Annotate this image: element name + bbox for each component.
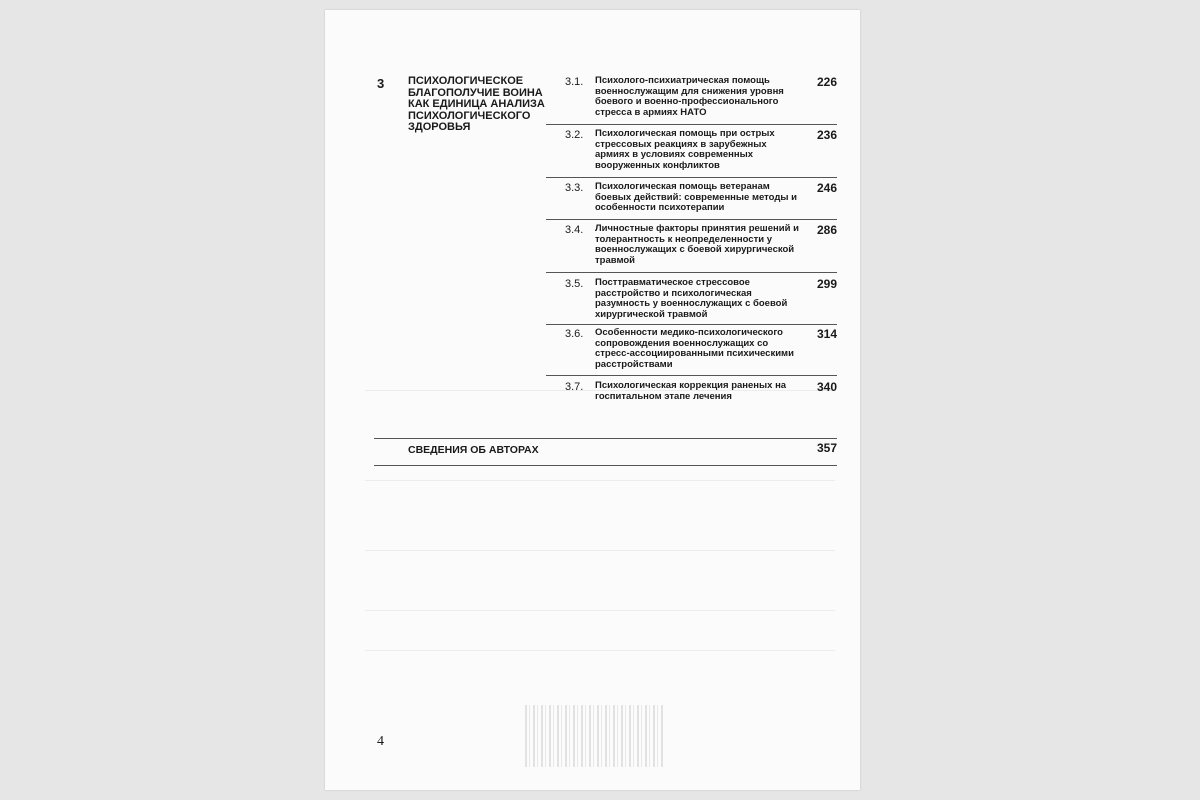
page-number: 4 (377, 734, 384, 749)
divider (546, 177, 837, 178)
show-through-rule (365, 550, 835, 551)
section-page: 226 (816, 75, 837, 89)
divider (546, 375, 837, 376)
section-title: Психологическая помощь при острых стрессовых реакциях в зарубежных армиях в условиях современных вооруженных конфликтов (595, 128, 775, 171)
divider (546, 124, 837, 125)
section-page: 340 (816, 380, 837, 394)
section-title: Психолого-психиатрическая помощь военнослужащим для снижения уровня боевого и военно-профессионального стресса в армиях НАТО (595, 75, 784, 118)
section-number: 3.2. (565, 129, 584, 141)
chapter-number: 3 (377, 76, 385, 91)
section-page: 314 (816, 327, 837, 341)
document-page (325, 10, 860, 790)
section-page: 299 (816, 277, 837, 291)
divider (546, 324, 837, 325)
section-title: Особенности медико-психологического сопровождения военнослужащих со стресс-ассоциированными психическими расстройствами (595, 327, 794, 370)
section-title: Психологическая коррекция раненых на госпитальном этапе лечения (595, 380, 787, 402)
section-title: Личностные факторы принятия решений и толерантность к неопределенности у военнослужащих с боевой хирургической травмой (595, 223, 799, 266)
section-title: Психологическая помощь ветеранам боевых действий: современные методы и особенности психотерапии (595, 181, 797, 213)
section-page: 236 (816, 128, 837, 142)
authors-section-page: 357 (816, 441, 837, 455)
section-number: 3.7. (565, 381, 584, 393)
show-through-rule (365, 480, 835, 481)
section-number: 3.6. (565, 328, 584, 340)
section-number: 3.1. (565, 76, 584, 88)
section-title: Посттравматическое стрессовое расстройство и психологическая разумность у военнослужащих с боевой хирургической травмой (595, 277, 788, 320)
section-number: 3.5. (565, 278, 584, 290)
show-through-rule (365, 610, 835, 611)
section-page: 246 (816, 181, 837, 195)
divider (374, 465, 837, 466)
section-page: 286 (816, 223, 837, 237)
chapter-title: ПСИХОЛОГИЧЕСКОЕ БЛАГОПОЛУЧИЕ ВОИНА КАК ЕДИНИЦА АНАЛИЗА ПСИХОЛОГИЧЕСКОГО ЗДОРОВЬЯ (408, 75, 545, 133)
divider (374, 438, 837, 439)
section-number: 3.4. (565, 224, 584, 236)
authors-section-title: СВЕДЕНИЯ ОБ АВТОРАХ (408, 444, 539, 456)
divider (546, 272, 837, 273)
barcode-show-through (525, 705, 665, 767)
section-number: 3.3. (565, 182, 584, 194)
show-through-rule (365, 650, 835, 651)
divider (546, 219, 837, 220)
